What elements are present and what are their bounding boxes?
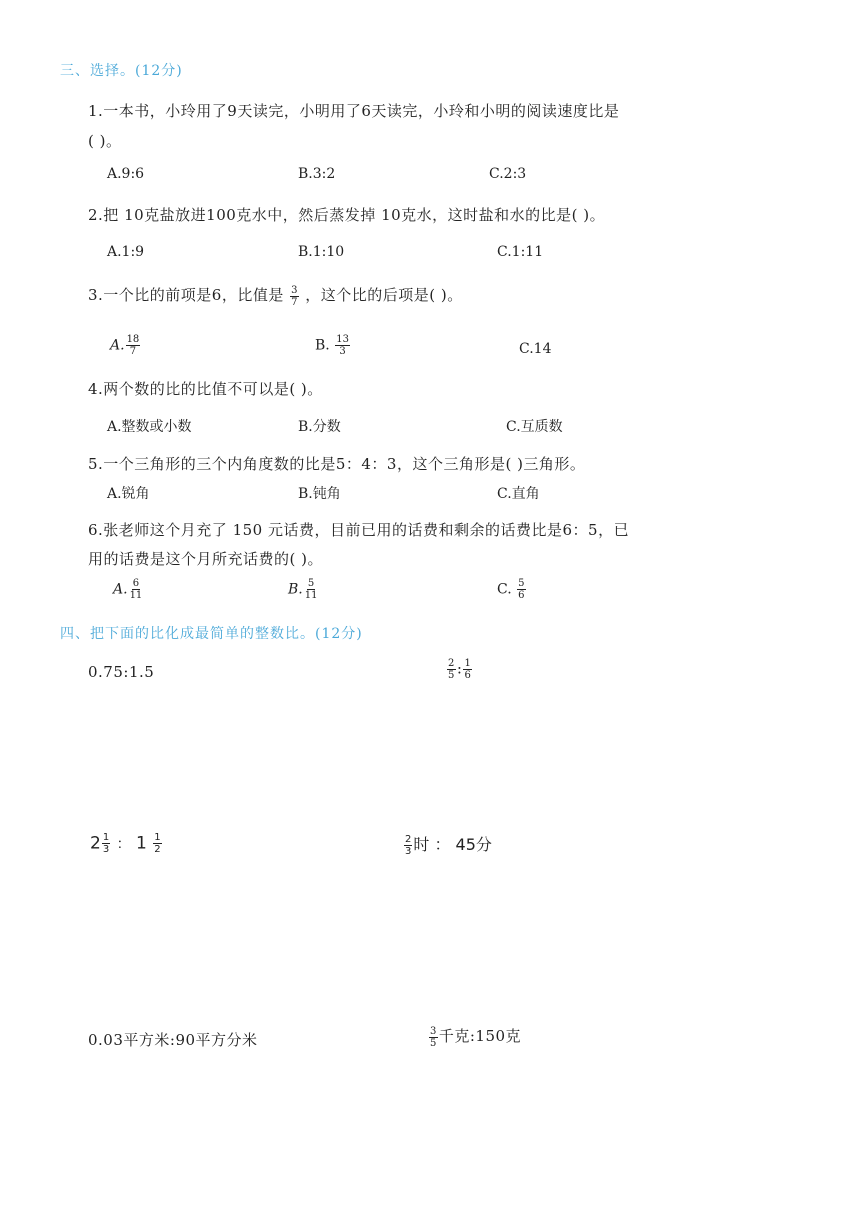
question-6-option-b[interactable] bbox=[288, 578, 319, 601]
question-1-option-c[interactable]: C.2:3 bbox=[489, 166, 527, 182]
fraction-numerator: 2 bbox=[448, 658, 455, 669]
question-3-option-a[interactable] bbox=[110, 334, 141, 357]
fraction bbox=[129, 578, 144, 601]
option-prefix: B. bbox=[288, 581, 303, 598]
question-4-option-b[interactable]: B.分数 bbox=[298, 419, 341, 435]
fraction-denominator: 3 bbox=[339, 346, 346, 357]
fraction bbox=[463, 658, 472, 681]
fraction-denominator: 3 bbox=[102, 844, 110, 855]
fraction-numerator: 5 bbox=[518, 578, 525, 589]
fraction bbox=[102, 832, 110, 855]
fraction-numerator: 2 bbox=[405, 834, 412, 845]
question-1-option-a[interactable]: A.9:6 bbox=[107, 166, 145, 182]
problem-5: 0.03平方米:90平方分米 bbox=[88, 1031, 258, 1049]
option-prefix: A. bbox=[113, 581, 128, 598]
fraction-numerator: 18 bbox=[126, 334, 140, 345]
question-2-option-b[interactable]: B.1:10 bbox=[298, 244, 345, 260]
question-3-pre: 3.一个比的前项是6，比值是 bbox=[88, 286, 284, 304]
question-1-blank: ( )。 bbox=[88, 132, 122, 150]
fraction bbox=[304, 578, 319, 601]
fraction-denominator: 7 bbox=[291, 296, 299, 308]
question-5-option-c[interactable]: C.直角 bbox=[497, 486, 540, 502]
ratio-colon: ： bbox=[116, 836, 131, 853]
question-3-option-c[interactable]: C.14 bbox=[519, 341, 552, 357]
fraction-numerator: 6 bbox=[132, 578, 140, 589]
fraction-denominator: 11 bbox=[304, 590, 318, 601]
question-2-option-a[interactable]: A.1:9 bbox=[107, 244, 145, 260]
fraction-denominator: 3 bbox=[405, 846, 412, 857]
question-6-option-a[interactable] bbox=[113, 578, 144, 601]
mixed-whole: 2 bbox=[90, 833, 101, 854]
option-prefix: B. bbox=[315, 337, 330, 354]
question-1-option-b[interactable]: B.3:2 bbox=[298, 166, 336, 182]
problem-6 bbox=[428, 1025, 521, 1049]
question-6-text: 6.张老师这个月充了 150 元话费，目前已用的话费和剩余的话费比是6：5，已 bbox=[88, 521, 630, 539]
fraction bbox=[335, 334, 350, 357]
question-5-option-b[interactable]: B.钝角 bbox=[298, 486, 341, 502]
mixed-whole: 1 bbox=[136, 833, 147, 854]
fraction-denominator: 5 bbox=[430, 1037, 437, 1049]
option-prefix: C. bbox=[497, 581, 512, 598]
problem-2 bbox=[446, 658, 473, 681]
question-5-text: 5.一个三角形的三个内角度数的比是5：4：3，这个三角形是( )三角形。 bbox=[88, 455, 586, 473]
question-4-option-a[interactable]: A.整数或小数 bbox=[107, 419, 192, 435]
question-5-option-a[interactable]: A.锐角 bbox=[107, 486, 150, 502]
question-6-text-cont: 用的话费是这个月所充话费的( )。 bbox=[88, 550, 323, 568]
fraction-numerator: 1 bbox=[154, 832, 161, 843]
question-1-text: 1.一本书，小玲用了9天读完，小明用了6天读完，小玲和小明的阅读速度比是 bbox=[88, 102, 620, 120]
section-title-simplify: 四、把下面的比化成最简单的整数比。(12分) bbox=[60, 626, 363, 642]
fraction-denominator: 6 bbox=[464, 670, 472, 681]
question-2-text: 2.把 10克盐放进100克水中，然后蒸发掉 10克水，这时盐和水的比是( )。 bbox=[88, 206, 606, 224]
fraction bbox=[447, 658, 456, 681]
fraction-denominator: 6 bbox=[518, 590, 525, 601]
fraction bbox=[290, 285, 299, 308]
fraction-denominator: 2 bbox=[154, 844, 161, 855]
problem-6-rest: 千克:150克 bbox=[438, 1027, 522, 1045]
ratio-colon: : bbox=[456, 659, 463, 678]
fraction-numerator: 5 bbox=[307, 578, 315, 589]
fraction-numerator: 1 bbox=[102, 832, 110, 843]
question-2-option-c[interactable]: C.1:11 bbox=[497, 244, 544, 260]
fraction bbox=[429, 1026, 438, 1049]
section-title-choice: 三、选择。(12分) bbox=[60, 63, 183, 79]
question-6-option-c[interactable] bbox=[497, 578, 527, 601]
fraction bbox=[126, 334, 141, 357]
question-3-option-b[interactable] bbox=[315, 334, 351, 357]
problem-4-rest: 时 ： 45分 bbox=[413, 835, 492, 854]
option-prefix: A. bbox=[110, 337, 125, 354]
fraction bbox=[517, 578, 525, 601]
problem-3 bbox=[90, 832, 163, 855]
fraction bbox=[404, 834, 412, 857]
fraction-denominator: 7 bbox=[129, 346, 137, 357]
question-3-text bbox=[88, 284, 463, 308]
fraction-numerator: 3 bbox=[430, 1025, 437, 1037]
fraction-numerator: 1 bbox=[464, 658, 472, 669]
fraction bbox=[153, 832, 161, 855]
question-4-text: 4.两个数的比的比值不可以是( )。 bbox=[88, 380, 323, 398]
fraction-denominator: 11 bbox=[129, 590, 143, 601]
fraction-numerator: 13 bbox=[336, 334, 349, 345]
question-4-option-c[interactable]: C.互质数 bbox=[506, 419, 563, 435]
problem-1: 0.75:1.5 bbox=[88, 663, 155, 681]
question-3-post: ，这个比的后项是( )。 bbox=[305, 286, 463, 304]
problem-4 bbox=[403, 832, 492, 857]
fraction-numerator: 3 bbox=[291, 284, 299, 296]
fraction-denominator: 5 bbox=[448, 670, 455, 681]
